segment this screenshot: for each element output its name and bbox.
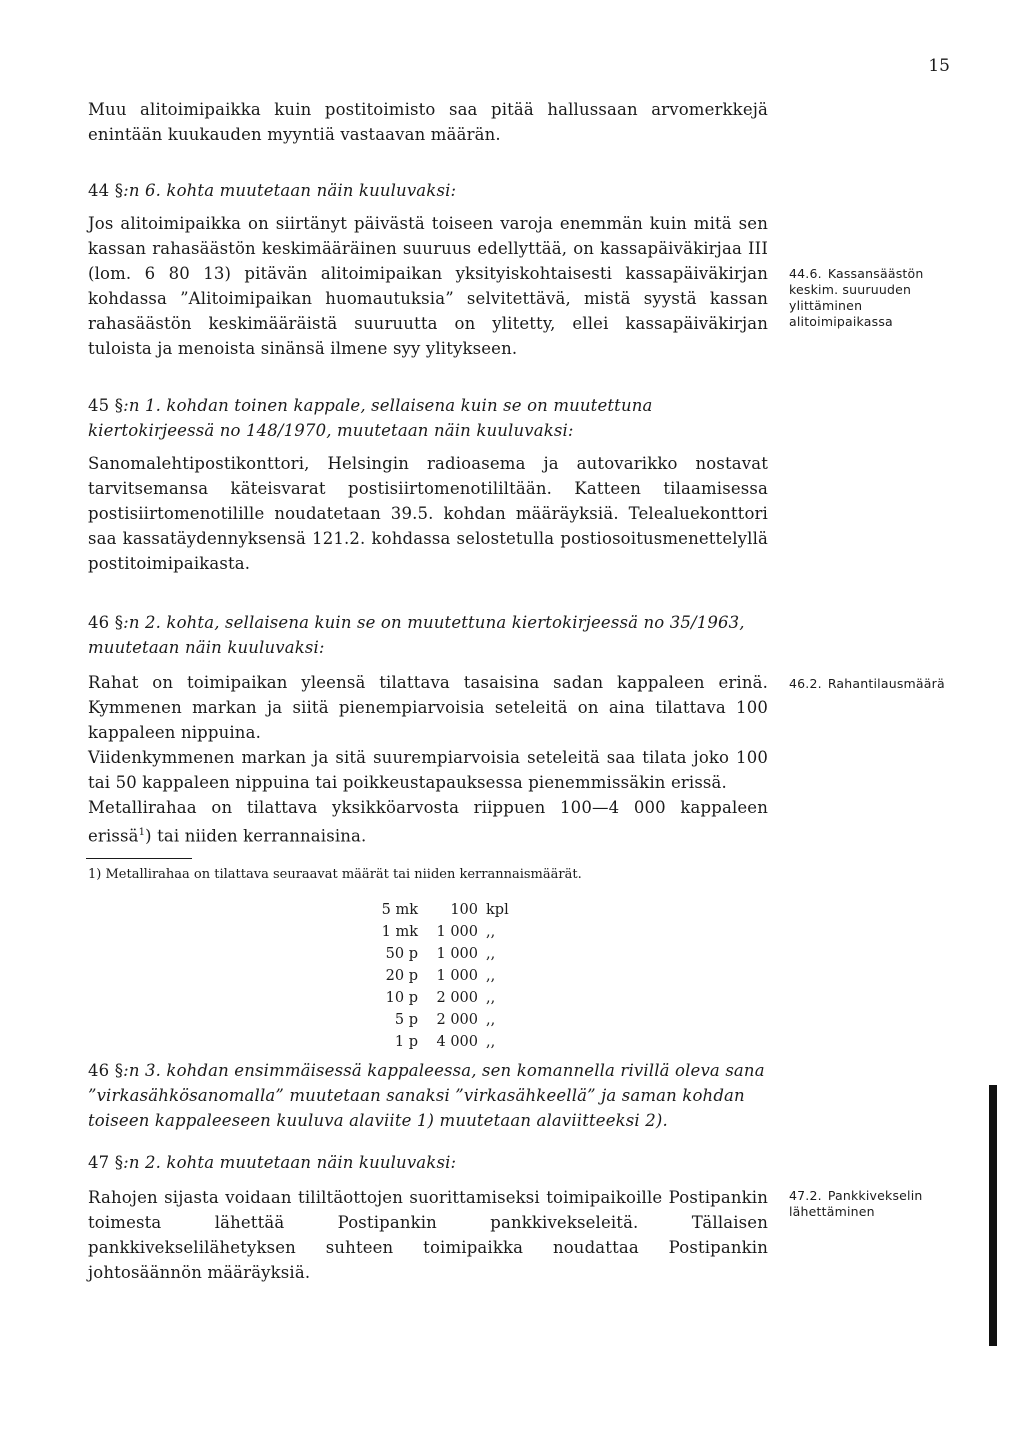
coin-quantity: 2 000 [436, 1012, 478, 1028]
coin-unit: ,, [486, 968, 496, 984]
coin-table-row [360, 1034, 526, 1056]
coin-table-row [360, 946, 526, 968]
coin-quantity: 1 000 [436, 924, 478, 940]
section-45-text: Sanomalehtipostikonttori, Helsingin radioasema ja autovarikko nostavat tarvitsemansa käteisvarat postisiirtomenotililtään. Katteen tilaamisessa postisiirtomenotilille noudatetaan 39.5. kohdan määräyksiä. Telealuekonttori saa kassatäydennyksensä 121.2. kohdassa selostetulla postiosoitusmenettelyllä postitoimipaikasta. [88, 454, 768, 573]
coin-denomination: 20 p [385, 968, 418, 984]
coin-unit: ,, [486, 1012, 496, 1028]
footnote [88, 866, 768, 884]
section-46-3-number: 46 [88, 1061, 110, 1080]
section-46-3-heading [88, 1058, 768, 1133]
margin-note-44-6 [789, 266, 964, 330]
coin-quantity: 1 000 [436, 968, 478, 984]
coin-denomination: 1 mk [381, 924, 418, 940]
section-46-2-para1: Rahat on toimipaikan yleensä tilattava tasaisina sadan kappaleen erinä. Kymmenen markan ja siitä pienempiarvoisia seteleitä on aina tilattava 100 kappaleen nippuina. [88, 673, 768, 742]
section-sign-icon: § [114, 1153, 124, 1172]
section-46-3-heading-text: :n 3. kohdan ensimmäisessä kappaleessa, sen komannella rivillä oleva sana ”virkasähkösanomalla” muutetaan sanaksi ”virkasähkeellä” ja saman kohdan toiseen kappaleeseen kuuluva alaviite 1) muutetaan alaviitteeksi 2). [88, 1061, 765, 1130]
coin-quantity: 2 000 [436, 990, 478, 1006]
coin-table-row [360, 990, 526, 1012]
para3-text-end: ) tai niiden kerrannaisina. [145, 826, 367, 846]
coin-unit: ,, [486, 946, 496, 962]
section-sign-icon: § [114, 181, 124, 200]
section-46-2-heading [88, 610, 768, 660]
coin-denomination: 5 mk [381, 902, 418, 918]
section-sign-icon: § [114, 1061, 124, 1080]
section-45-number: 45 [88, 396, 110, 415]
section-sign-icon: § [114, 613, 124, 632]
margin-note-text: Rahantilausmäärä [827, 676, 945, 691]
para3-text: Metallirahaa on tilattava yksikköarvosta riippuen 100—4 000 kappaleen erissä [88, 798, 768, 846]
section-sign-icon: § [114, 396, 124, 415]
footnote-mark: 1 [88, 867, 97, 882]
page-number: 15 [928, 56, 950, 76]
margin-note-text: Pankkivekselin lähettäminen [789, 1188, 923, 1219]
scan-edge-bar [989, 1085, 997, 1346]
margin-note-number: 44.6. [789, 266, 822, 281]
coin-quantity: 4 000 [436, 1034, 478, 1050]
section-45-heading-text: :n 1. kohdan toinen kappale, sellaisena kuin se on muutettuna kiertokirjeessä no 148/1970, muutetaan näin kuuluvaksi: [88, 396, 653, 440]
coin-quantity: 1 000 [436, 946, 478, 962]
coin-unit: ,, [486, 924, 496, 940]
section-47-heading [88, 1150, 768, 1175]
coin-denomination: 1 p [394, 1034, 418, 1050]
section-44-heading-text: :n 6. kohta muutetaan näin kuuluvaksi: [123, 181, 457, 200]
section-45-heading [88, 393, 768, 443]
margin-note-47-2 [789, 1188, 964, 1220]
section-46-2 [88, 610, 768, 849]
footnote-text: ) Metallirahaa on tilattava seuraavat määrät tai niiden kerrannaismäärät. [96, 867, 582, 882]
intro-paragraph [88, 97, 768, 147]
coin-denomination: 10 p [385, 990, 418, 1006]
margin-note-number: 47.2. [789, 1188, 822, 1203]
margin-note-number: 46.2. [789, 676, 822, 691]
coin-denomination: 5 p [394, 1012, 418, 1028]
coin-unit: kpl [486, 902, 509, 918]
section-47 [88, 1150, 768, 1285]
coin-table-row [360, 924, 526, 946]
coin-table-row [360, 1012, 526, 1034]
coin-unit: ,, [486, 1034, 496, 1050]
section-44-heading [88, 178, 768, 203]
footnote-divider [86, 858, 192, 859]
section-44-number: 44 [88, 181, 110, 200]
footnote-reference: 1 [138, 827, 146, 838]
section-46-2-para3 [88, 795, 768, 849]
coin-quantity: 100 [450, 902, 478, 918]
section-46-2-para2: Viidenkymmenen markan ja sitä suurempiarvoisia seteleitä saa tilata joko 100 tai 50 kappaleen nippuina tai poikkeustapauksessa pienemmissäkin erissä. [88, 748, 768, 792]
section-46-3 [88, 1058, 768, 1133]
coin-table-row [360, 968, 526, 990]
coin-denomination: 50 p [385, 946, 418, 962]
section-44-text: Jos alitoimipaikka on siirtänyt päivästä toiseen varoja enemmän kuin mitä sen kassan rahasäästön keskimääräinen suuruus edellyttää, on kassapäiväkirjaa III (lom. 6 80 13) pitävän alitoimipaikan yksityiskohtaisesti kassapäiväkirjan kohdassa ”Alitoimipaikan huomautuksia” selvitettävä, mistä syystä kassan rahasäästön keskimääräistä suuruutta on ylitetty, ellei kassapäiväkirjan tuloista ja menoista sinänsä ilmene syy ylitykseen. [88, 214, 768, 358]
section-47-text: Rahojen sijasta voidaan tililtäottojen suorittamiseksi toimipaikoille Postipankin toimesta lähettää Postipankin pankkivekseleitä. Tällaisen pankkivekselilähetyksen suhteen toimipaikka noudattaa Postipankin johtosäännön määräyksiä. [88, 1188, 768, 1282]
margin-note-46-2 [789, 676, 964, 692]
intro-text: Muu alitoimipaikka kuin postitoimisto saa pitää hallussaan arvomerkkejä enintään kuukauden myyntiä vastaavan määrän. [88, 100, 768, 144]
coin-quantity-table [360, 902, 526, 1056]
section-44 [88, 178, 768, 361]
section-47-heading-text: :n 2. kohta muutetaan näin kuuluvaksi: [123, 1153, 457, 1172]
section-47-number: 47 [88, 1153, 110, 1172]
margin-note-text: Kassansäästön keskim. suuruuden ylittäminen alitoimipaikassa [789, 266, 924, 329]
section-46-2-number: 46 [88, 613, 110, 632]
section-45 [88, 393, 768, 576]
coin-unit: ,, [486, 990, 496, 1006]
coin-table-row [360, 902, 526, 924]
section-46-2-heading-text: :n 2. kohta, sellaisena kuin se on muutettuna kiertokirjeessä no 35/1963, muutetaan näin kuuluvaksi: [88, 613, 745, 657]
